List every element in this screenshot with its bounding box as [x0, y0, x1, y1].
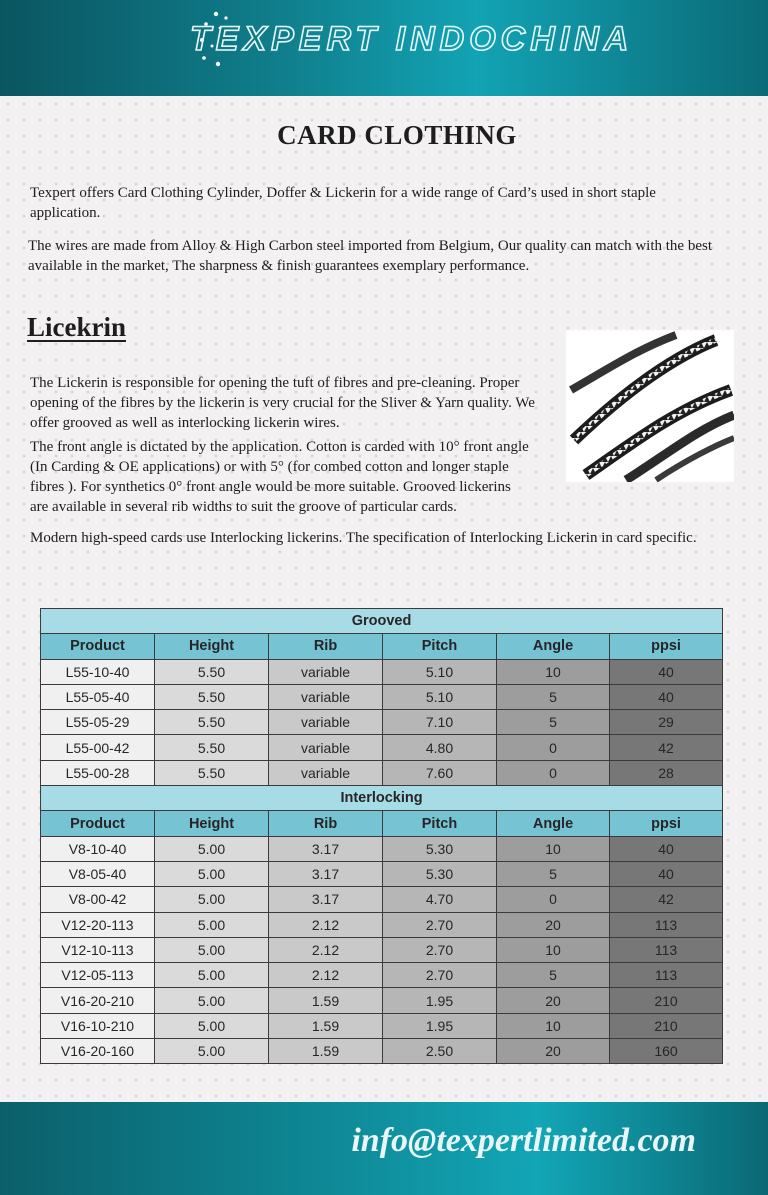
table-cell: 0: [497, 760, 610, 785]
table-cell: variable: [269, 760, 383, 785]
table-cell: 5.00: [155, 937, 269, 962]
table-header-row: [41, 634, 723, 659]
lickerin-paragraph-3: Modern high-speed cards use Interlocking lickerins. The specification of Interlocking Lickerin in card specific.: [30, 530, 697, 546]
table-cell: 5.00: [155, 861, 269, 886]
table-cell: V16-10-210: [41, 1013, 155, 1038]
table-cell: 29: [610, 710, 723, 735]
table-row: [41, 710, 723, 735]
table-cell: 5.50: [155, 735, 269, 760]
section-heading: Licekrin: [27, 312, 126, 342]
table-cell: 3.17: [269, 887, 383, 912]
lickerin-paragraph-2-text: The front angle is dictated by the application. Cotton is carded with 10° front angle (In Carding & OE applications) or with 5° (for combed cotton and longer staple fibres ). For synthetics 0° front angle would be more suitable. Grooved lickerins are available in several rib widths to suit the groove of particular cards.: [30, 439, 529, 515]
table-cell: V12-20-113: [41, 912, 155, 937]
table-cell: 5.50: [155, 684, 269, 709]
table-cell: 5: [497, 861, 610, 886]
table-row: [41, 684, 723, 709]
contact-email: info@texpertlimited.com: [351, 1122, 696, 1159]
table-cell: L55-00-28: [41, 760, 155, 785]
table-group-title: Grooved: [41, 609, 723, 634]
table-row: [41, 937, 723, 962]
table-group-title: Interlocking: [41, 786, 723, 811]
table-cell: 40: [610, 659, 723, 684]
footer-banner: [0, 1102, 768, 1195]
table-cell: 42: [610, 735, 723, 760]
column-header: Angle: [497, 811, 610, 836]
table-cell: variable: [269, 735, 383, 760]
lickerin-paragraph-2: [30, 437, 722, 517]
column-header: Height: [155, 634, 269, 659]
table-cell: 3.17: [269, 836, 383, 861]
table-row: [41, 836, 723, 861]
intro-paragraph-1: Texpert offers Card Clothing Cylinder, Doffer & Lickerin for a wide range of Card’s used in short staple application.: [30, 185, 656, 221]
table-cell: 5.00: [155, 836, 269, 861]
table-cell: 10: [497, 659, 610, 684]
table-cell: 2.12: [269, 963, 383, 988]
table-cell: 40: [610, 861, 723, 886]
table-cell: 5: [497, 710, 610, 735]
table-cell: V8-05-40: [41, 861, 155, 886]
table-cell: 2.70: [383, 912, 497, 937]
table-cell: 5.30: [383, 861, 497, 886]
table-cell: 113: [610, 937, 723, 962]
table-cell: 1.95: [383, 1013, 497, 1038]
table-cell: 5.50: [155, 760, 269, 785]
table-row: [41, 861, 723, 886]
table-cell: 160: [610, 1039, 723, 1064]
table-cell: 20: [497, 912, 610, 937]
column-header: Rib: [269, 634, 383, 659]
table-row: [41, 760, 723, 785]
table-cell: variable: [269, 710, 383, 735]
table-cell: V16-20-160: [41, 1039, 155, 1064]
table-cell: 5.00: [155, 887, 269, 912]
table-cell: 4.80: [383, 735, 497, 760]
table-cell: 28: [610, 760, 723, 785]
table-cell: 4.70: [383, 887, 497, 912]
table-cell: 3.17: [269, 861, 383, 886]
table-header-row: [41, 811, 723, 836]
table-cell: 210: [610, 1013, 723, 1038]
table-cell: 10: [497, 836, 610, 861]
table-row: [41, 912, 723, 937]
header-banner: [0, 0, 768, 96]
page-title: CARD CLOTHING: [277, 120, 517, 150]
spec-table: [40, 608, 722, 1064]
table-cell: 5.10: [383, 684, 497, 709]
table-cell: 5.00: [155, 1039, 269, 1064]
brand-logo: TEXPERT INDOCHINA: [190, 20, 634, 58]
table-row: [41, 659, 723, 684]
table-cell: V12-05-113: [41, 963, 155, 988]
table-cell: L55-10-40: [41, 659, 155, 684]
column-header: ppsi: [610, 811, 723, 836]
table-cell: variable: [269, 659, 383, 684]
column-header: Product: [41, 811, 155, 836]
table-cell: 7.60: [383, 760, 497, 785]
table-cell: 40: [610, 684, 723, 709]
table-group-row: [41, 609, 723, 634]
table-cell: 5.30: [383, 836, 497, 861]
table-cell: V8-10-40: [41, 836, 155, 861]
intro-paragraph-2: The wires are made from Alloy & High Carbon steel imported from Belgium, Our quality can match with the best available in the market, The sharpness & finish guarantees exemplary performance.: [28, 238, 713, 274]
table-group-row: [41, 786, 723, 811]
table-cell: 20: [497, 1039, 610, 1064]
table-cell: 2.12: [269, 912, 383, 937]
table-row: [41, 1013, 723, 1038]
column-header: Angle: [497, 634, 610, 659]
table-cell: V12-10-113: [41, 937, 155, 962]
table-cell: V8-00-42: [41, 887, 155, 912]
table-cell: 1.59: [269, 1039, 383, 1064]
table-cell: 7.10: [383, 710, 497, 735]
table-cell: variable: [269, 684, 383, 709]
table-cell: 113: [610, 963, 723, 988]
table-row: [41, 963, 723, 988]
column-header: Rib: [269, 811, 383, 836]
table-cell: 2.70: [383, 937, 497, 962]
table-cell: L55-00-42: [41, 735, 155, 760]
table-cell: 1.59: [269, 1013, 383, 1038]
table-cell: 5.00: [155, 963, 269, 988]
table-cell: L55-05-40: [41, 684, 155, 709]
column-header: ppsi: [610, 634, 723, 659]
column-header: Pitch: [383, 811, 497, 836]
table-cell: 5.10: [383, 659, 497, 684]
table-cell: 10: [497, 1013, 610, 1038]
table-cell: 2.12: [269, 937, 383, 962]
table-cell: 5: [497, 684, 610, 709]
table-cell: 113: [610, 912, 723, 937]
table-cell: 2.70: [383, 963, 497, 988]
table-cell: 5.50: [155, 659, 269, 684]
table-cell: 40: [610, 836, 723, 861]
table-row: [41, 1039, 723, 1064]
table-row: [41, 887, 723, 912]
table-cell: 5: [497, 963, 610, 988]
column-header: Pitch: [383, 634, 497, 659]
table-cell: 5.00: [155, 1013, 269, 1038]
table-cell: 20: [497, 988, 610, 1013]
column-header: Height: [155, 811, 269, 836]
table-row: [41, 988, 723, 1013]
table-cell: 42: [610, 887, 723, 912]
table-cell: 0: [497, 887, 610, 912]
table-cell: 1.59: [269, 988, 383, 1013]
table-row: [41, 735, 723, 760]
table-cell: V16-20-210: [41, 988, 155, 1013]
table-cell: 2.50: [383, 1039, 497, 1064]
column-header: Product: [41, 634, 155, 659]
table-cell: 0: [497, 735, 610, 760]
table-cell: 5.50: [155, 710, 269, 735]
table-cell: 1.95: [383, 988, 497, 1013]
table-cell: 5.00: [155, 912, 269, 937]
table-cell: L55-05-29: [41, 710, 155, 735]
table-cell: 10: [497, 937, 610, 962]
lickerin-paragraph-1: The Lickerin is responsible for opening the tuft of fibres and pre-cleaning. Proper opening of the fibres by the lickerin is very crucial for the Sliver & Yarn quality. We offer grooved as well as interlocking lickerin wires.: [30, 375, 535, 431]
table-cell: 210: [610, 988, 723, 1013]
table-cell: 5.00: [155, 988, 269, 1013]
